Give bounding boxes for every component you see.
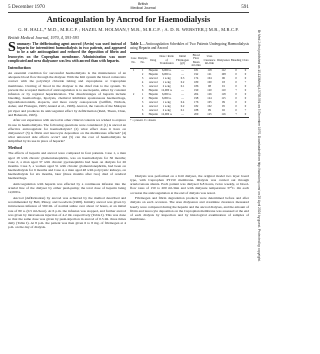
header-rule [8,12,249,13]
table-cell: 126 [207,92,212,97]
table-cell: 93 [222,80,225,85]
left-column [8,42,126,231]
table-cell: 6,000 u. [162,72,172,77]
table-cell: 1 [132,68,135,73]
table-cell: 0.4 [180,100,185,105]
table-cell: 6,000 u. [162,68,172,73]
table-cell: 181 [194,68,199,73]
table-cell: 0 [235,80,237,85]
table-cell: Ancrod [148,108,158,113]
table-cell: 12,000 u. [161,88,173,93]
table-cell: 0.2 [180,104,185,109]
table-cell: Heparin [148,68,158,73]
introduction-paragraph-1: An essential condition for successful haemodialysis is the maintenance of an adequate blood flow through the dialyser. With the Kiil system the blood comes into contact with the polyvinyl chloride tubing and cuprophane or Cuprophan membrane. Clotting of blood in the dialyser is the chief risk to the system. To prevent the accepted method of anticoagulation is to use heparin, either by constant infusion or by regional heparinization. The disadvantages of heparin include bleeding, haemorrhage, lipolysis, chemical inhibition spontaneous haemorrhage, hypoaldosteronism, alopecia, and more rarely osteoporosis (Griffith, Nichols, Asher, and Flanagan, 1965; Anand et al., 1968). Ancrod, the venom of the Malayan pit viper and produces its anticoagulant effect by defibrination (Reid, Thean, Chan, and Baharom, 1963). [8,71,126,117]
table-cell: 190 [194,88,199,93]
table-cell: 0.2 [180,80,185,85]
table-cell: 174 [194,76,199,81]
table-cell: 118 [207,68,212,73]
table-cell: 192 [194,72,199,77]
summary-dropcap: S [8,40,16,55]
table-cell: 1 [141,92,144,97]
table-footnote: + = present. 0 = absent. [130,118,157,122]
results-paragraph-2: Fibrinogen and fibrin degradation products were determined before and after dialysis on each occasion. The urea dialysance and creatinine clearance measured hourly were compared during the heparin and the ancrod dialyses, and the amount of fibrin and leucocyte deposition on the Cuprophan membrane was assessed at the end of each dialysis by inspection and by histological examination of samples of membrane. [130,196,249,222]
table-cell: 91 [222,84,225,89]
table-cell: — [181,72,184,77]
table-cell: 0 [244,68,247,73]
table-cell: Heparin [148,96,158,101]
methods-paragraph-3: Ancrod (defibrination) by ancrod was achieved by the method described and recommended by Bell, Pitney, and Goodwin (1968). Initially ancrod was given by intravenous infusion of 560 ml. of normal saline over about 12 hours, at an initial rate of 80 u. (0.5 ml./hour). At 6 p.m. the infusion was stopped, and further ancrod was given by intravenous injection of 4.2 ml. respectively (Table I). This was done so that the same dose was given by push-injection in ancrod of 0.5 ml. three times daily (Table I). At 8 p.m. the patient was then given 6 to 8 mg. of fibrinogen at 4 p.m. on the day of dialysis. [8,196,126,230]
table-cell: 180 [194,80,199,85]
table-cell: 6,000 u. [162,92,172,97]
table-cell: 0 [235,108,237,113]
table-cell: 3 [141,76,144,81]
table-cell: + [235,88,237,93]
right-column-text [130,174,249,223]
table-cell: 112 [221,68,226,73]
table-cell: 0 [235,68,237,73]
table-cell: 0 [235,84,237,89]
table-cell: 1 u./kg [162,80,171,85]
table-cell: 96 [222,76,225,81]
table-row [130,113,249,118]
table-cell: 0 [244,92,247,97]
summary-text: ummary: The defibrinating agent ancrod (Arvin) was used instead of heparin for intermittent haemodialysis in two patients, and appeared to be a safe anticoagulant and reduced the deposition of fibrin and leucocytes on the Cuprophan membrane. Administration was more complicated and urea dialysance was less with ancrod than with heparin. [8,42,126,63]
table-column-header: Drug [148,53,158,69]
table-cell: 99 [222,100,225,105]
table-cell: Heparin [148,88,158,93]
copyright-margin [253,30,262,340]
running-header [8,3,249,11]
table-cell: 0 [244,76,247,81]
table-cell: 200 [190,113,202,118]
journal-name-line1: British [138,2,149,7]
table-cell: 1 u./kg [162,76,171,81]
table-cell: 121 [207,72,212,77]
table-cell: 5 [141,84,144,89]
journal-name [130,3,155,11]
article-authors: G. H. HALL,* M.D., M.R.C.P. ; HAZEL M. HOLMAN,† M.B., M.R.C.P. ; A. D. R. WEBSTER,‡ M.B., M.R.C.P. [18,27,239,32]
table-column-header: Dialysis No. [137,53,148,69]
table-cell: + [244,80,247,85]
table-cell: — [181,92,184,97]
results-paragraph-1: Dialysis was performed on a Kiil dialyser, the original model two layer board type, with Cuprophan PT150 membrane. Dialysis was carried out through arteriovenous shunts. Each patient was dialysed 6-8 hours, twice weekly, at blood-flow rates of 150 to 200 ml./min and with dialysate temperature 37°C. On each occasion the anticoagulation at the end of dialysis was noted. [130,174,249,195]
table-cell: 99 [208,108,211,113]
table-column-header: Clots [242,53,249,69]
table-cell: 0 [244,104,247,109]
table-cell: 0 [235,76,237,81]
table-cell: 2 [141,96,144,101]
table-cell: 4 [141,104,144,109]
table-cell: 6 [137,113,148,118]
table-body [130,68,249,117]
table-cell: 124 [207,96,212,101]
table-cell: 198 [194,96,199,101]
table-cell: 92 [222,108,225,113]
table-cell: — [181,68,184,73]
table-cell: 115 [221,96,226,101]
summary [8,42,126,63]
table-column-header: Blood Flow Mean ml./min [191,52,201,67]
table-caption-text: —Anticoagulation Schedules of Two Patients Undergoing Haemodialysis using Heparin and Ancrod [130,42,249,51]
table-cell: 102 [207,104,212,109]
table-cell: 104 [207,76,212,81]
table-column-header: Case No. [130,53,137,69]
table-cell: 182 [194,104,199,109]
table-cell: 6,000 u. [162,96,172,101]
table-cell: 2 u./kg [162,108,171,113]
table-cell: 120 [207,88,212,93]
table-cell [130,113,137,118]
table-cell: 116 [217,113,231,118]
table-cell: 118 [221,92,226,97]
table-cell: 105 [207,100,212,105]
table-column-header: Initial Fibrinogen (g/l) [175,53,190,69]
table-cell: 0 [235,100,237,105]
table-cell: 2 u./kg [162,84,171,89]
table-column-header: Dialysance [217,53,231,69]
table-cell: 12,000 u. [158,113,175,118]
table-cell: 0 [244,72,247,77]
methods-heading: Method [8,144,22,150]
table-cell: 6 [141,88,144,93]
methods-paragraph-1: The effects of heparin and ancrod were compared in four patients. Case 1, a man aged 18 with chronic glomerulonephritis, was on haemodialysis for 36 months; Case 2, a man aged 37 with chronic pyelonephritis had been on dialysis for 26 months. Case 3, a woman aged 51 with chronic glomerulonephritis, had been on haemodialysis for 6 months and Case 4, a man aged 48 with polycystic kidneys, on haemodialysis for six months, later (three months after two) died of cerebral haemorrhage. [8,151,126,181]
table-cell: Heparin [148,72,158,77]
table-cell: 3 [141,100,144,105]
table-cell: 186 [194,84,199,89]
table-cell: — [181,88,184,93]
table-cell: 0.1 [180,108,185,113]
table-cell: 2 [132,92,135,97]
table-cell: 95 [222,104,225,109]
table-cell: — [181,96,184,101]
table-column-header: Bleeding [230,53,241,69]
page-number: 591 [241,4,249,10]
journal-name-line2: Medical Journal [130,6,156,10]
table-cell: + [244,108,247,113]
table-caption [130,42,249,50]
table-cell: 188 [194,108,199,113]
table-cell: 0 [244,88,247,93]
table-cell: 100 [207,80,212,85]
introduction-heading: Introduction [8,64,31,70]
table-cell: 0 [244,100,247,105]
table-cell: 0 [235,72,237,77]
table-header-row [130,53,249,69]
table-cell: 1 u./kg [162,100,171,105]
table-column-header: Urea Clearance ml./min [202,53,216,69]
table-cell: Ancrod [148,104,158,109]
anticoagulation-table [130,52,249,118]
table-column-header: Dose / Ratio of Transfusion [158,53,175,69]
table-cell: 204 [194,92,199,97]
copyright-margin-text: Br Med J: first published as 10.1136/bmj.4.5735.591 on 5 December 1970. Downloaded from http://www.bmj.com/ on 25 April 2024 by guest. Protected by copyright. [257,30,261,262]
article-citation: British Medical Journal, 1970, 4, 591-593 [8,35,79,40]
table-cell: 2 [141,72,144,77]
table-cell: + [230,113,241,118]
table-cell: — [175,113,190,118]
right-column-table [130,42,249,122]
table-cell: 98 [208,84,211,89]
table-cell: 176 [194,100,199,105]
table-cell: 1 [141,68,144,73]
table-cell: Ancrod [148,80,158,85]
table-cell: 0 [244,84,247,89]
table-cell: 0 [235,96,237,101]
methods-paragraph-2: Anticoagulation with heparin was effected by a continuous infusion into the arterial line of the dialyser by either push-pump; the total dose of heparin being 12,000 u. [8,182,126,195]
table-cell: 1 u./kg [162,104,171,109]
table-cell: Heparin [148,92,158,97]
introduction-paragraph-2: After our experience with ancrod in other clinical contexts we wished to explore its use in haemodialysis. The following questions were considered: (1) is ancrod an effective anticoagulant for haemodialysis? (2) what effect does it have on dialysance? (3) is fibrin and leucocyte deposition on the membranes affected? (4) what untoward side effects occur? and (5) can the cost of haemodialysis be simplified by its use in place of heparin? [8,118,126,144]
table-cell: 108 [221,72,226,77]
table-cell: 110 [221,88,226,93]
table-cell: 0.1 [180,84,185,89]
header-date: 5 December 1970 [8,4,45,10]
table-cell: 4 [141,80,144,85]
table-cell: Ancrod [148,84,158,89]
table-cell: Heparin [148,112,158,117]
table-cell: 0 [235,92,237,97]
table-cell: 5 [141,108,144,113]
table-cell: 125 [202,113,216,118]
table-cell: 0 [244,96,247,101]
table-caption-label: Table I. [130,42,142,46]
table-cell: 0 [242,113,249,118]
table-cell: Ancrod [148,76,158,81]
table-cell: 0 [235,104,237,109]
article-title: Anticoagulation by Ancrod for Haemodialysis [46,15,211,24]
table-cell: 0.3 [180,76,185,81]
table-cell: Ancrod [148,100,158,105]
